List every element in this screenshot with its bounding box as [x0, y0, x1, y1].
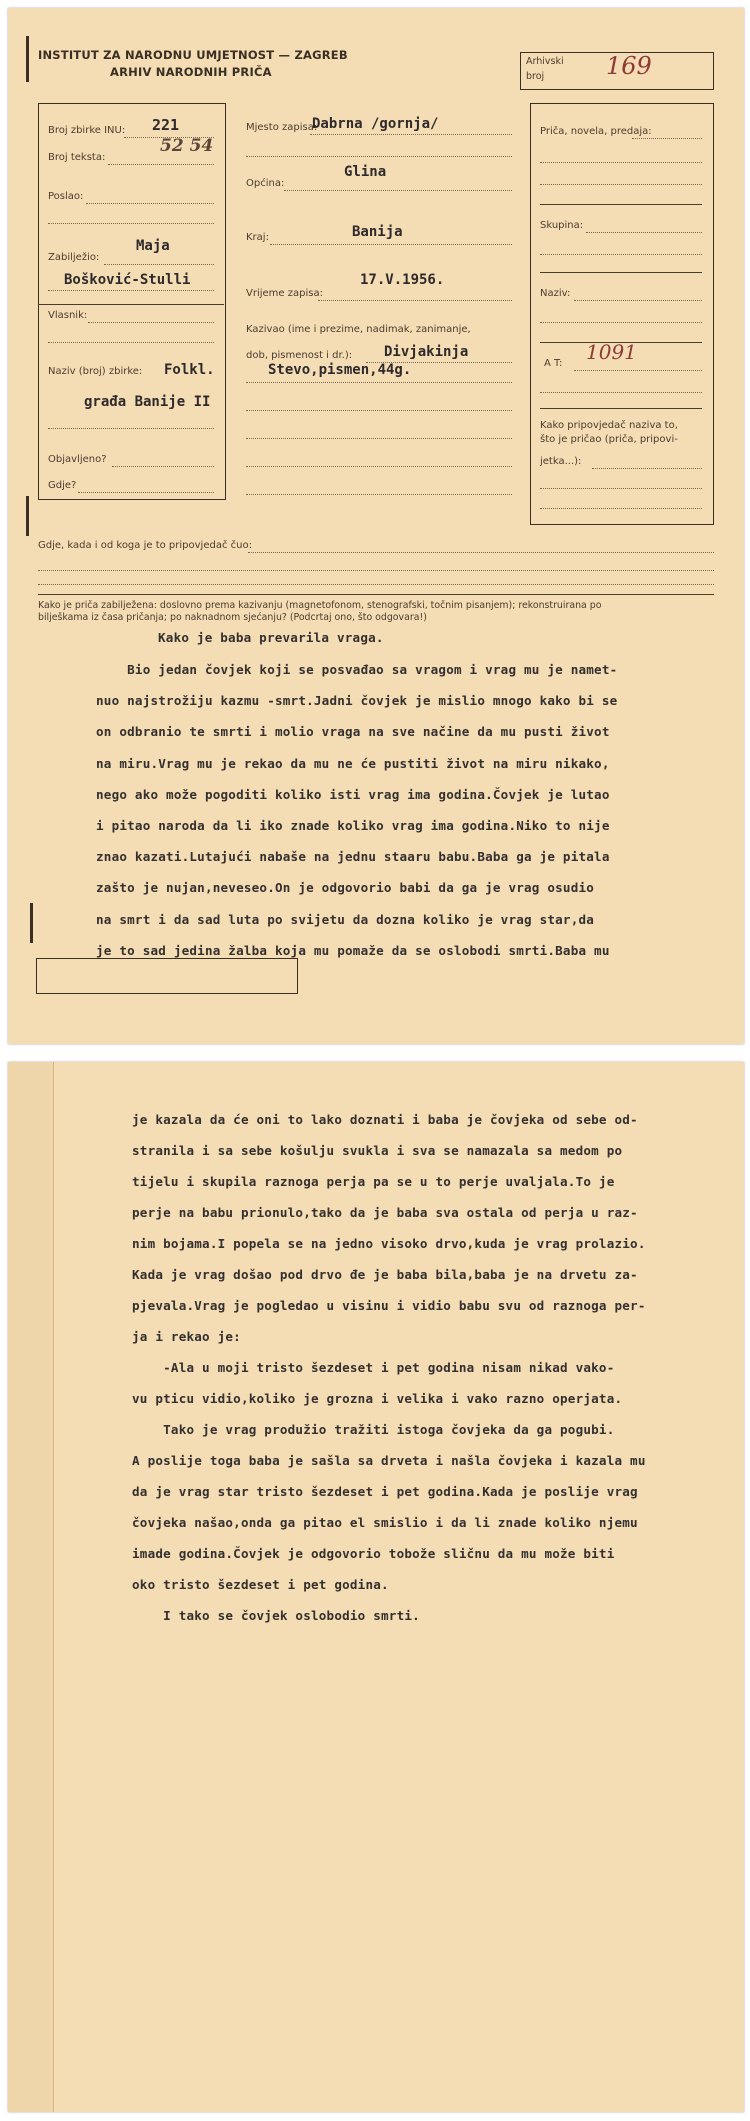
region-label: Kraj: — [246, 232, 269, 243]
narrator-label: Kazivao (ime i prezime, nadimak, zanimanje, — [246, 324, 471, 335]
collection-label: Naziv (broj) zbirke: — [48, 366, 143, 377]
region-value: Banija — [352, 224, 403, 240]
narrator-label: dob, pismenost i dr.): — [246, 350, 353, 361]
genre-label: Priča, novela, predaja: — [540, 126, 652, 137]
story-line: nego ako može pogoditi koliko isti vrag ima godina.Čovjek je lutao — [96, 786, 610, 802]
municipality-label: Općina: — [246, 178, 285, 189]
narrator-called: jetka...): — [540, 456, 582, 467]
story-line: Kada je vrag došao pod drvo đe je baba bila,baba je na drvetu za- — [132, 1267, 638, 1282]
story-line: zašto je nujan,neveseo.On je odgovorio babi da ga je vrag osudio — [96, 880, 595, 896]
story-title: Kako je baba prevarila vraga. — [158, 630, 384, 645]
at-label: A T: — [544, 358, 563, 369]
story-line: perje na babu prionulo,tako da je baba sva ostala od perja u raz- — [132, 1205, 638, 1220]
margin-mark — [26, 496, 29, 536]
sent-label: Poslao: — [48, 191, 84, 202]
inv-label: Broj zbirke INU: — [48, 125, 126, 136]
date-value: 17.V.1956. — [360, 272, 445, 288]
narrator-value-1: Divjakinja — [384, 344, 469, 360]
story-line: čovjeka našao,onda ga pitao el smislio i da li znade koliko njemu — [132, 1515, 638, 1530]
archive-name: ARHIV NARODNIH PRIČA — [110, 65, 272, 79]
story-line: na miru.Vrag mu je rekao da mu ne će pustiti život na miru nikako, — [96, 755, 610, 771]
story-line: na smrt i da sad luta po svijetu da dozna koliko je vrag star,da — [96, 911, 595, 927]
owner-label: Vlasnik: — [48, 310, 88, 321]
where-when-label: Gdje, kada i od koga je to pripovjedač čuo: — [38, 540, 252, 551]
text-no-value: 52 54 — [160, 136, 214, 156]
form-page-2 — [8, 1062, 744, 2112]
story-line: I tako se čovjek oslobodio smrti. — [132, 1608, 420, 1623]
recorder-value-2: Bošković-Stulli — [64, 272, 191, 288]
story-line: i pitao naroda da li iko znade koliko vrag ima godina.Niko to nije — [96, 818, 610, 833]
story-line: stranila i sa sebe košulju svukla i sva se namazala sa medom po — [132, 1143, 623, 1158]
story-line: Bio jedan čovjek koji se posvađao sa vragom i vrag mu je namet- — [96, 662, 618, 677]
narrator-value-2: Stevo,pismen,44g. — [268, 362, 412, 378]
method-text: bilješkama iz časa pričanja; po naknadnom sjećanju? (Podcrtaj ono, što odgovara!) — [38, 612, 427, 623]
recorder-value-1: Maja — [136, 238, 170, 254]
story-line: je to sad jedina žalba koja mu pomaže da se oslobodi smrti.Baba mu — [96, 942, 610, 958]
method-text: Kako je priča zabilježena: doslovno prema kazivanju (magnetofonom, stenografski, točnim pisanjem); rekonstruirana po — [38, 600, 602, 611]
text-no-label: Broj teksta: — [48, 152, 106, 163]
narrator-called: što je pričao (priča, pripovi- — [540, 434, 678, 445]
place-value: Dabrna /gornja/ — [312, 116, 439, 132]
recorder-label: Zabilježio: — [48, 252, 100, 263]
story-line: nuo najstrožiju kazmu -smrt.Jadni čovjek je mislio mnogo kako bi se — [96, 693, 618, 709]
at-value: 1091 — [586, 340, 637, 364]
story-line: on odbranio te smrti i molio vraga na sve načine da mu pusti život — [96, 724, 610, 740]
margin-mark — [26, 36, 29, 82]
story-line: nim bojama.I popela se na jedno visoko drvo,kuda je vrag prolazio. — [132, 1236, 646, 1251]
inv-value: 221 — [152, 116, 180, 134]
story-line: -Ala u moji tristo šezdeset i pet godina nisam nikad vako- — [132, 1360, 615, 1375]
story-line: vu pticu vidio,koliko je grozna i velika i vako razno operjata. — [132, 1391, 623, 1406]
story-line: oko tristo šezdeset i pet godina. — [132, 1577, 389, 1592]
margin-mark — [30, 903, 33, 943]
bottom-box — [36, 958, 298, 994]
narrator-called: Kako pripovjedač naziva to, — [540, 420, 678, 431]
story-line: znao kazati.Lutajući nabaše na jednu staaru babu.Baba ga je pitala — [96, 849, 610, 865]
archive-number: 169 — [606, 52, 652, 80]
story-line: A poslije toga baba je sašla sa drveta i našla čovjeka i kazala mu — [132, 1453, 646, 1468]
collection-value-2: građa Banije II — [84, 394, 211, 410]
story-line: da je vrag star tristo šezdeset i pet godina.Kada je poslije vrag — [132, 1484, 638, 1499]
story-line: imade godina.Čovjek je odgovorio tobože sličnu da mu može biti — [132, 1546, 615, 1561]
municipality-value: Glina — [344, 164, 387, 180]
story-line: je kazala da će oni to lako doznati i baba je čovjeka od sebe od- — [132, 1112, 638, 1127]
date-label: Vrijeme zapisa: — [246, 288, 323, 299]
story-line: tijelu i skupila raznoga perja pa se u to perje uvaljala.To je — [132, 1174, 615, 1189]
name-label: Naziv: — [540, 288, 571, 299]
collection-value-1: Folkl. — [164, 362, 215, 378]
where-label: Gdje? — [48, 480, 77, 491]
group-label: Skupina: — [540, 220, 584, 231]
published-label: Objavljeno? — [48, 454, 107, 465]
archive-label: broj — [526, 71, 545, 82]
story-line: pjevala.Vrag je pogledao u visinu i vidio babu svu od raznoga per- — [132, 1298, 646, 1313]
story-line: ja i rekao je: — [132, 1329, 241, 1344]
binding-strip — [8, 1062, 54, 2112]
institute-name: INSTITUT ZA NARODNU UMJETNOST — ZAGREB — [38, 48, 348, 62]
form-page-1 — [8, 8, 744, 1044]
story-line: Tako je vrag produžio tražiti istoga čovjeka da ga pogubi. — [132, 1422, 615, 1437]
archive-label: Arhivski — [526, 56, 564, 67]
place-label: Mjesto zapisa: — [246, 122, 318, 133]
